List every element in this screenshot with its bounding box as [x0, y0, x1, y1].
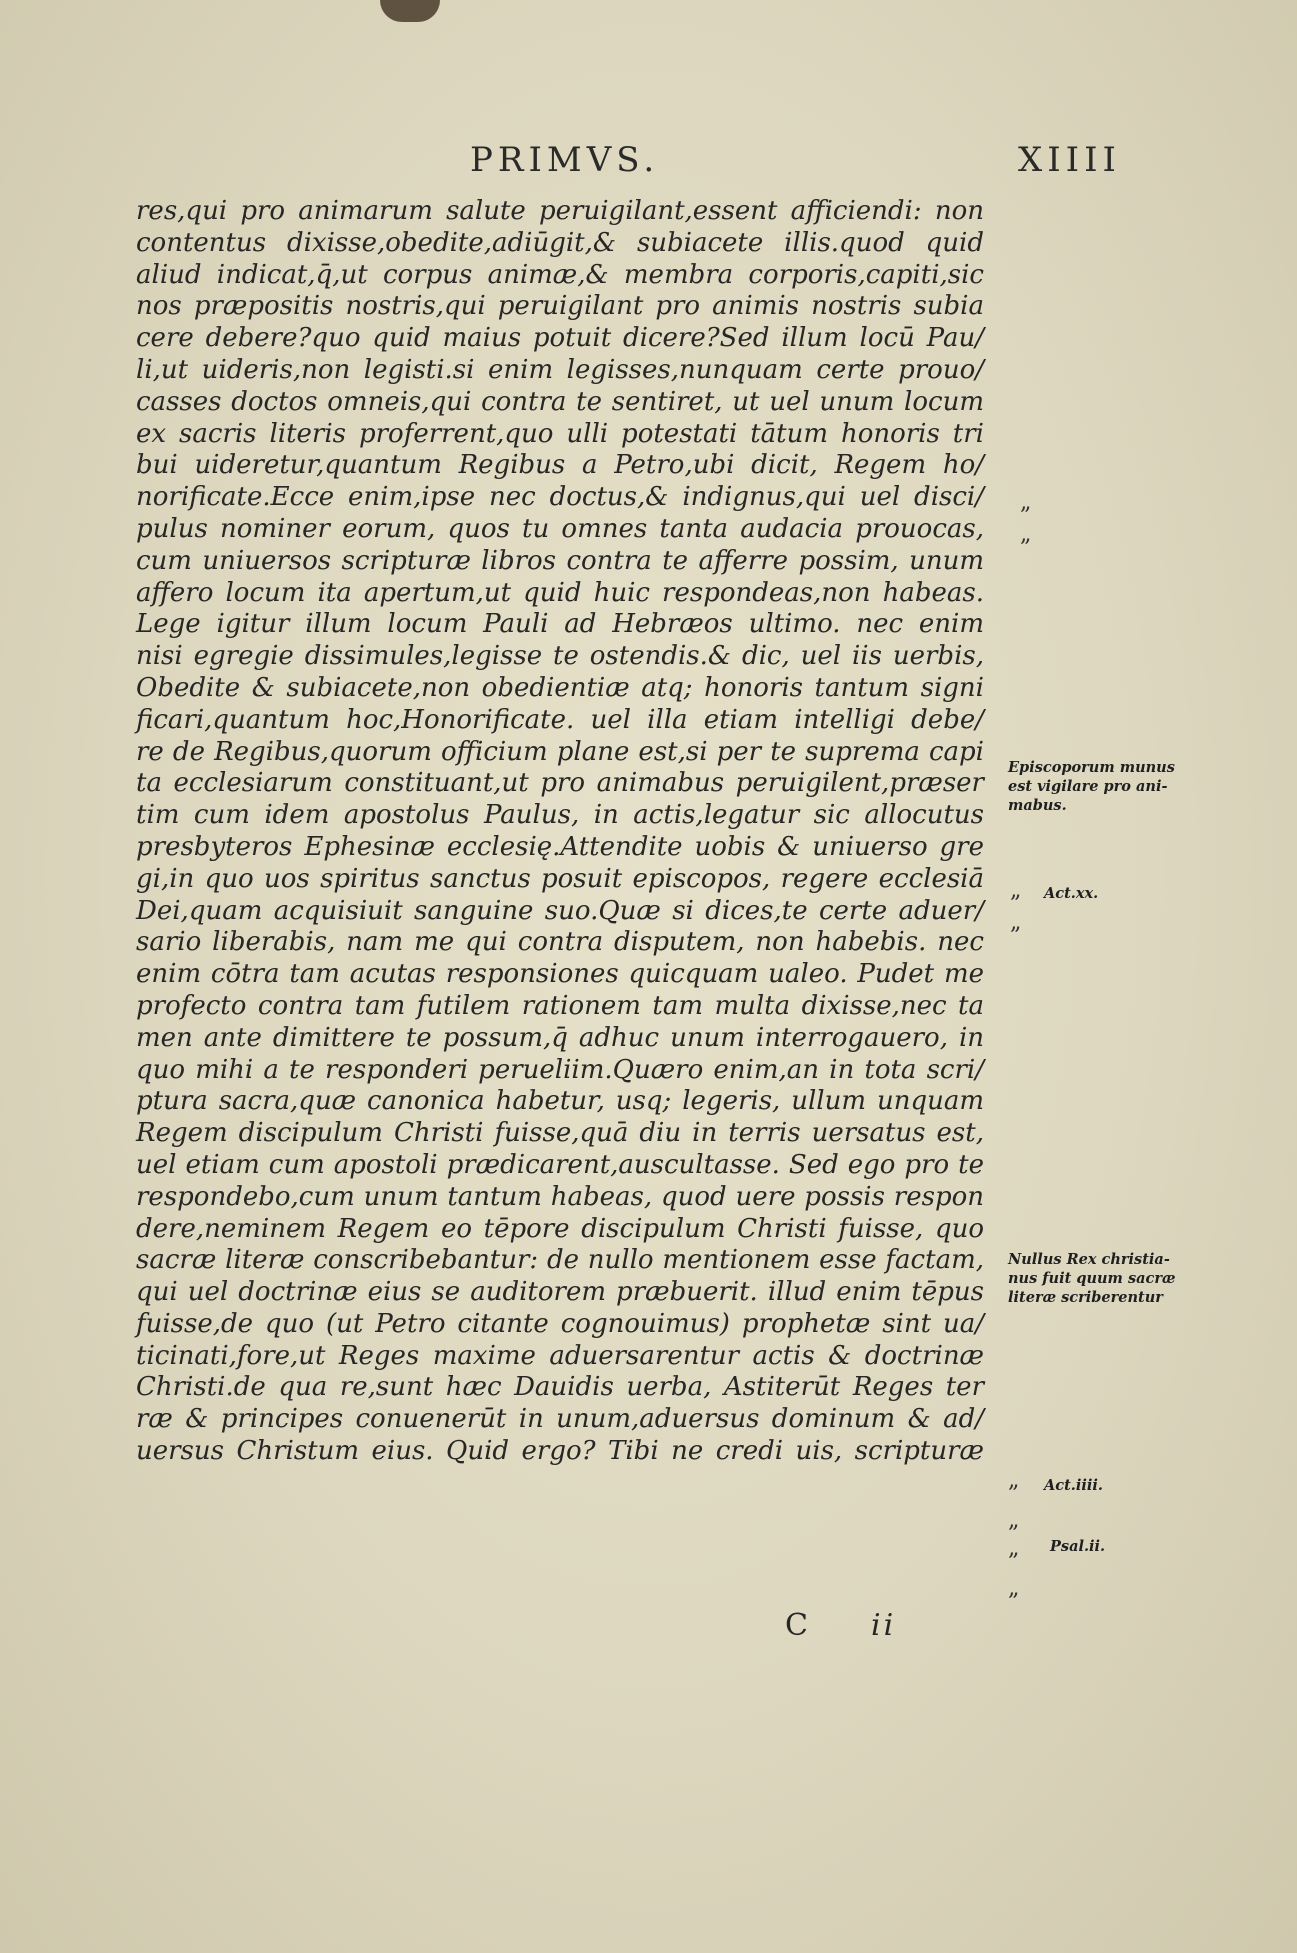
- text-line: respondebo,cum unum tantum habeas, quod uere possis respon: [136, 1181, 984, 1212]
- quote-marker: „: [1010, 878, 1022, 903]
- text-line: ficari,quantum hoc,Honorificate. uel illa etiam intelligi debe/: [136, 704, 984, 735]
- text-line: casses doctos omneis,qui contra te sentiret, ut uel unum locum: [136, 386, 984, 417]
- text-line: uersus Christum eius. Quid ergo? Tibi ne credi uis, scripturæ: [136, 1436, 984, 1467]
- text-line: ex sacris literis proferrent,quo ulli potestati tātum honoris tri: [136, 418, 984, 449]
- text-line: men ante dimittere te possum,q̄ adhuc unum interrogauero, in: [136, 1022, 984, 1053]
- signature-mark: [785, 1608, 896, 1643]
- text-line: contentus dixisse,obedite,adiūgit,& subiacete illis.quod quid: [136, 227, 984, 258]
- signature-letter: C: [785, 1608, 811, 1643]
- margin-ref-acts-iiii: Act.iiii.: [1044, 1477, 1103, 1494]
- text-line: ticinati,fore,ut Reges maxime aduersarentur actis & doctrinæ: [136, 1340, 984, 1371]
- margin-note-nullus-rex: Nullus Rex christia- nus fuit quum sacræ literæ scriberentur: [1008, 1251, 1176, 1306]
- text-line: li,ut uideris,non legisti.si enim legisses,nunquam certe prouo/: [136, 354, 984, 385]
- text-line: gi,in quo uos spiritus sanctus posuit episcopos, regere ecclesiā: [136, 863, 984, 894]
- quote-marker: „: [1020, 490, 1032, 515]
- text-line: sario liberabis, nam me qui contra disputem, non habebis. nec: [136, 927, 984, 958]
- text-line: norificate.Ecce enim,ipse nec doctus,& indignus,qui uel disci/: [136, 482, 984, 513]
- text-line: ta ecclesiarum constituant,ut pro animabus peruigilent,præser: [136, 768, 984, 799]
- text-line: ræ & principes conuenerūt in unum,aduersus dominum & ad/: [136, 1404, 984, 1435]
- text-line: cere debere?quo quid maius potuit dicere?Sed illum locū Pau/: [136, 323, 984, 354]
- signature-number: ii: [870, 1608, 897, 1643]
- text-line: aliud indicat,q̄,ut corpus animæ,& membra corporis,capiti,sic: [136, 259, 984, 290]
- text-line: cum uniuersos scripturæ libros contra te afferre possim, unum: [136, 545, 984, 576]
- text-line: Dei,quam acquisiuit sanguine suo.Quæ si dices,te certe aduer/: [136, 895, 984, 926]
- text-line: quo mihi a te responderi perueliim.Quæro enim,an in tota scri/: [136, 1054, 984, 1085]
- running-head: PRIMVS.: [470, 140, 660, 180]
- text-line: profecto contra tam futilem rationem tam multa dixisse,nec ta: [136, 990, 984, 1021]
- text-line: presbyteros Ephesinæ ecclesię.Attendite uobis & uniuerso gre: [136, 831, 984, 862]
- text-line: Lege igitur illum locum Pauli ad Hebræos ultimo. nec enim: [136, 609, 984, 640]
- text-line: pulus nominer eorum, quos tu omnes tanta audacia prouocas,: [136, 513, 984, 544]
- text-line: tim cum idem apostolus Paulus, in actis,legatur sic allocutus: [136, 800, 984, 831]
- text-line: Regem discipulum Christi fuisse,quā diu in terris uersatus est,: [136, 1118, 984, 1149]
- quote-marker: „: [1008, 1508, 1020, 1533]
- quote-marker: „: [1008, 1536, 1020, 1561]
- text-line: uel etiam cum apostoli prædicarent,auscultasse. Sed ego pro te: [136, 1149, 984, 1180]
- text-line: enim cōtra tam acutas responsiones quicquam ualeo. Pudet me: [136, 959, 984, 990]
- margin-note-episcopi: Episcoporum munus est vigilare pro ani- mabus.: [1008, 759, 1175, 814]
- margin-ref-acts-xx: Act.xx.: [1044, 885, 1099, 902]
- text-line: Christi.de qua re,sunt hæc Dauidis uerba, Astiterūt Reges ter: [136, 1372, 984, 1403]
- quote-marker: „: [1008, 1576, 1020, 1601]
- folio-number: XIIII: [1018, 140, 1121, 180]
- text-line: sacræ literæ conscribebantur: de nullo mentionem esse factam,: [136, 1245, 984, 1276]
- text-line: fuisse,de quo (ut Petro citante cognouimus) prophetæ sint ua/: [136, 1308, 984, 1339]
- text-line: res,qui pro animarum salute peruigilant,essent afficiendi: non: [136, 196, 984, 226]
- text-line: Obedite & subiacete,non obedientiæ atq; honoris tantum signi: [136, 672, 984, 703]
- text-line: ptura sacra,quæ canonica habetur, usq; legeris, ullum unquam: [136, 1086, 984, 1117]
- text-line: dere,neminem Regem eo tēpore discipulum Christi fuisse, quo: [136, 1213, 984, 1244]
- text-line: nisi egregie dissimules,legisse te ostendis.& dic, uel iis uerbis,: [136, 641, 984, 672]
- text-line: re de Regibus,quorum officium plane est,si per te suprema capi: [136, 736, 984, 767]
- quote-marker: „: [1020, 522, 1032, 547]
- quote-marker: „: [1008, 1468, 1020, 1493]
- ink-stain: [380, 0, 440, 22]
- text-line: bui uideretur,quantum Regibus a Petro,ubi dicit, Regem ho/: [136, 450, 984, 481]
- body-text: [136, 196, 984, 1468]
- text-line: nos præpositis nostris,qui peruigilant pro animis nostris subia: [136, 291, 984, 322]
- text-line: qui uel doctrinæ eius se auditorem præbuerit. illud enim tēpus: [136, 1277, 984, 1308]
- text-line: affero locum ita apertum,ut quid huic respondeas,non habeas.: [136, 577, 984, 608]
- margin-ref-psal-ii: Psal.ii.: [1050, 1538, 1106, 1555]
- quote-marker: „: [1010, 910, 1022, 935]
